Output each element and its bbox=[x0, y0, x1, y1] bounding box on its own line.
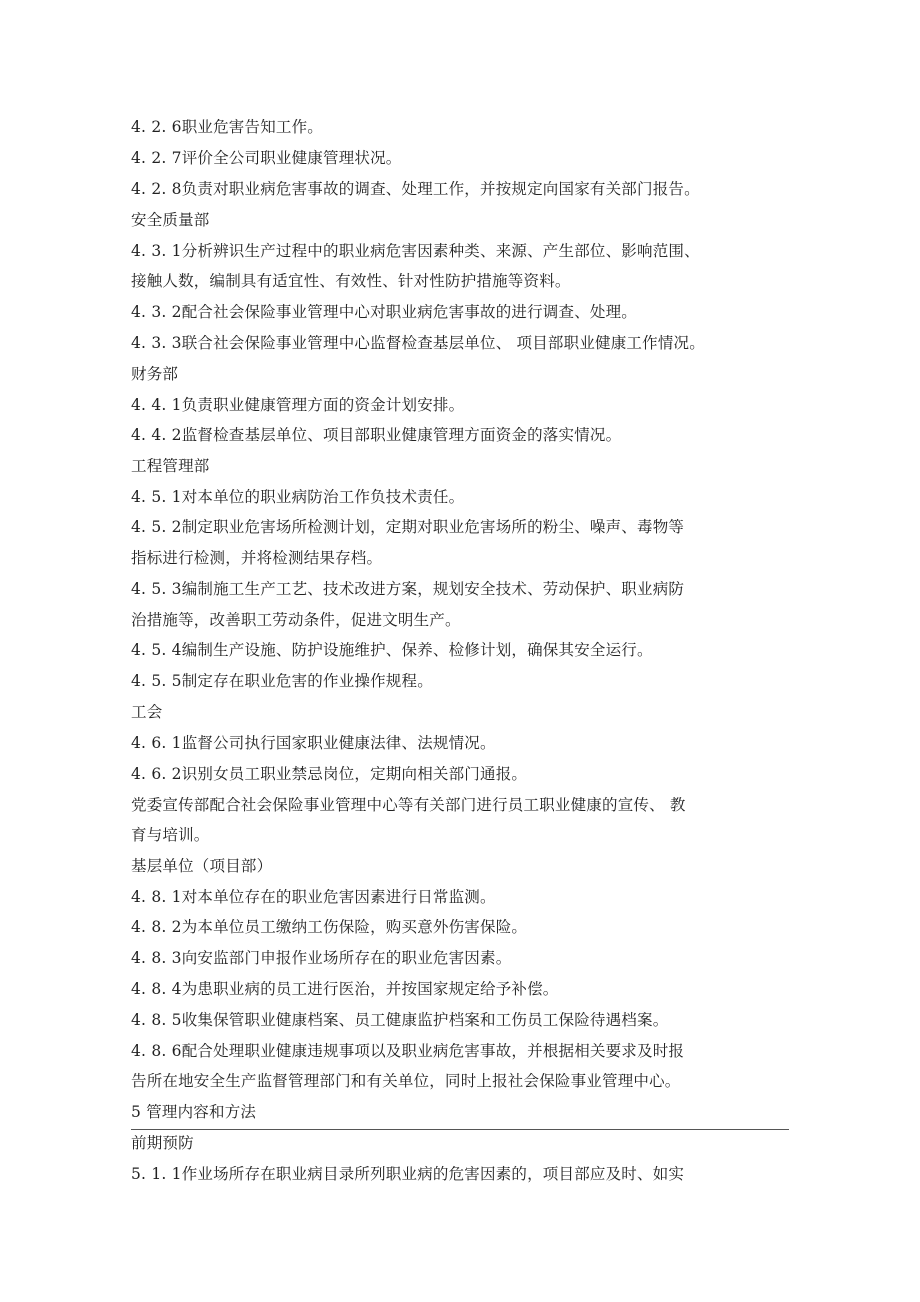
text-line: 4. 3. 3联合社会保险事业管理中心监督检查基层单位、 项目部职业健康工作情况。 bbox=[131, 334, 705, 352]
text-line: 4. 2. 7评价全公司职业健康管理状况。 bbox=[131, 149, 402, 167]
text-line: 4. 8. 5收集保管职业健康档案、员工健康监护档案和工伤员工保险待遇档案。 bbox=[131, 1011, 669, 1029]
section-heading: 工会 bbox=[131, 703, 163, 721]
text-line: 4. 5. 3编制施工生产工艺、技术改进方案，规划安全技术、劳动保护、职业病防 bbox=[131, 580, 685, 598]
text-line: 4. 2. 8负责对职业病危害事故的调查、处理工作，并按规定向国家有关部门报告。 bbox=[131, 180, 700, 198]
text-line: 4. 3. 1分析辨识生产过程中的职业病危害因素种类、来源、产生部位、影响范围、 bbox=[131, 242, 700, 260]
text-line: 育与培训。 bbox=[131, 826, 210, 844]
text-line: 4. 5. 4编制生产设施、防护设施维护、保养、检修计划，确保其安全运行。 bbox=[131, 641, 653, 659]
text-line: 4. 8. 4为患职业病的员工进行医治，并按国家规定给予补偿。 bbox=[131, 980, 559, 998]
text-line: 4. 5. 2制定职业危害场所检测计划，定期对职业危害场所的粉尘、噪声、毒物等 bbox=[131, 518, 685, 536]
text-line: 4. 8. 1对本单位存在的职业危害因素进行日常监测。 bbox=[131, 888, 496, 906]
section-heading: 财务部 bbox=[131, 365, 179, 383]
text-line: 4. 4. 2监督检查基层单位、项目部职业健康管理方面资金的落实情况。 bbox=[131, 426, 622, 444]
chapter-heading: 5 管理内容和方法 bbox=[131, 1103, 257, 1121]
text-line: 党委宣传部配合社会保险事业管理中心等有关部门进行员工职业健康的宣传、 教 bbox=[131, 796, 686, 814]
text-line: 4. 6. 2识别女员工职业禁忌岗位，定期向相关部门通报。 bbox=[131, 765, 528, 783]
section-heading: 工程管理部 bbox=[131, 457, 210, 475]
text-line: 4. 2. 6职业危害告知工作。 bbox=[131, 118, 323, 136]
text-line: 4. 6. 1监督公司执行国家职业健康法律、法规情况。 bbox=[131, 734, 496, 752]
text-line: 4. 3. 2配合社会保险事业管理中心对职业病危害事故的进行调查、处理。 bbox=[131, 303, 637, 321]
text-line: 5. 1. 1作业场所存在职业病目录所列职业病的危害因素的，项目部应及时、如实 bbox=[131, 1165, 685, 1183]
section-heading: 前期预防 bbox=[131, 1134, 194, 1152]
text-line: 4. 8. 2为本单位员工缴纳工伤保险，购买意外伤害保险。 bbox=[131, 918, 528, 936]
section-heading: 基层单位（项目部） bbox=[131, 857, 273, 875]
text-line: 4. 5. 1对本单位的职业病防治工作负技术责任。 bbox=[131, 488, 465, 506]
text-line: 4. 4. 1负责职业健康管理方面的资金计划安排。 bbox=[131, 396, 465, 414]
text-line: 4. 5. 5制定存在职业危害的作业操作规程。 bbox=[131, 672, 433, 690]
text-line: 4. 8. 6配合处理职业健康违规事项以及职业病危害事故，并根据相关要求及时报 bbox=[131, 1042, 685, 1060]
text-line: 指标进行检测，并将检测结果存档。 bbox=[131, 549, 383, 567]
text-line: 告所在地安全生产监督管理部门和有关单位，同时上报社会保险事业管理中心。 bbox=[131, 1072, 681, 1090]
section-heading: 安全质量部 bbox=[131, 211, 210, 229]
text-line: 接触人数，编制具有适宜性、有效性、针对性防护措施等资料。 bbox=[131, 272, 571, 290]
heading-divider bbox=[131, 1129, 789, 1130]
text-line: 治措施等，改善职工劳动条件，促进文明生产。 bbox=[131, 611, 461, 629]
text-line: 4. 8. 3向安监部门申报作业场所存在的职业危害因素。 bbox=[131, 949, 512, 967]
